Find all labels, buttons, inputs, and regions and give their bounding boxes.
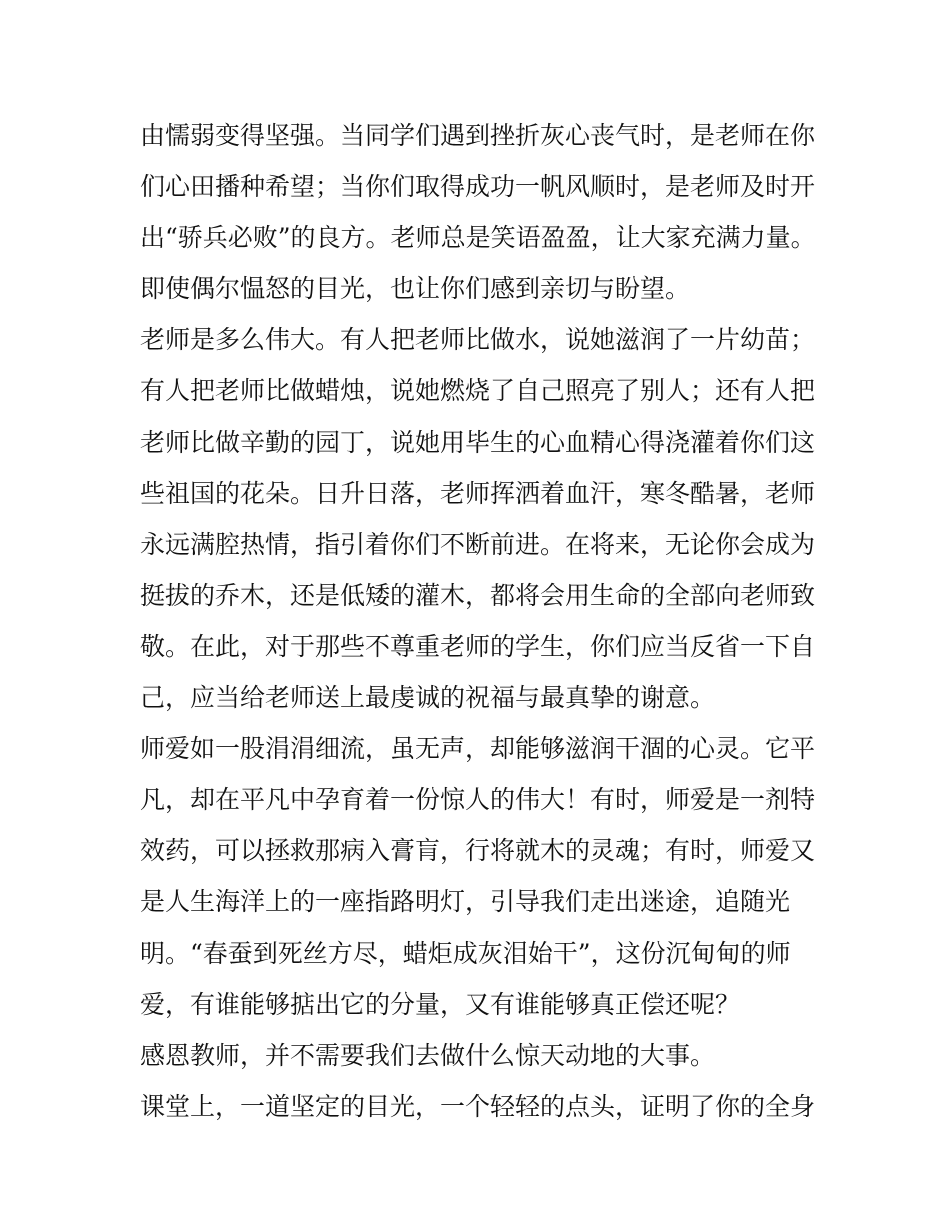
text-line: 即使偶尔愠怒的目光，也让你们感到亲切与盼望。 xyxy=(140,274,691,304)
text-line: 永远满腔热情，指引着你们不断前进。在将来，无论你会成为 xyxy=(140,529,816,559)
text-line: 明。“春蚕到死丝方尽，蜡炬成灰泪始干”，这份沉甸甸的师 xyxy=(140,938,791,968)
text-line: 老师比做辛勤的园丁，说她用毕生的心血精心得浇灌着你们这 xyxy=(140,427,816,457)
text-line: 们心田播种希望；当你们取得成功一帆风顺时，是老师及时开 xyxy=(140,172,816,202)
text-line: 敬。在此，对于那些不尊重老师的学生，你们应当反省一下自 xyxy=(140,631,816,661)
text-line: 挺拔的乔木，还是低矮的灌木，都将会用生命的全部向老师致 xyxy=(140,580,816,610)
text-line: 师爱如一股涓涓细流，虽无声，却能够滋润干涸的心灵。它平 xyxy=(140,734,816,764)
text-line: 由懦弱变得坚强。当同学们遇到挫折灰心丧气时，是老师在你 xyxy=(140,121,816,150)
text-line: 效药，可以拯救那病入膏肓，行将就木的灵魂；有时，师爱又 xyxy=(140,836,816,866)
text-line: 课堂上，一道坚定的目光，一个轻轻的点头，证明了你的全身 xyxy=(140,1091,816,1121)
text-line: 是人生海洋上的一座指路明灯，引导我们走出迷途，追随光 xyxy=(140,887,791,917)
text-line: 些祖国的花朵。日升日落，老师挥洒着血汗，寒冬酷暑，老师 xyxy=(140,478,816,508)
text-line: 老师是多么伟大。有人把老师比做水，说她滋润了一片幼苗； xyxy=(140,325,816,355)
text-line: 出“骄兵必败”的良方。老师总是笑语盈盈，让大家充满力量。 xyxy=(140,223,816,253)
body-text xyxy=(140,110,830,1132)
text-line: 感恩教师，并不需要我们去做什么惊天动地的大事。 xyxy=(140,1040,716,1070)
text-line: 爱，有谁能够掂出它的分量，又有谁能够真正偿还呢？ xyxy=(140,989,741,1019)
text-line: 有人把老师比做蜡烛，说她燃烧了自己照亮了别人；还有人把 xyxy=(140,376,816,406)
text-line: 己，应当给老师送上最虔诚的祝福与最真挚的谢意。 xyxy=(140,683,716,713)
text-line: 凡，却在平凡中孕育着一份惊人的伟大！有时，师爱是一剂特 xyxy=(140,785,816,815)
